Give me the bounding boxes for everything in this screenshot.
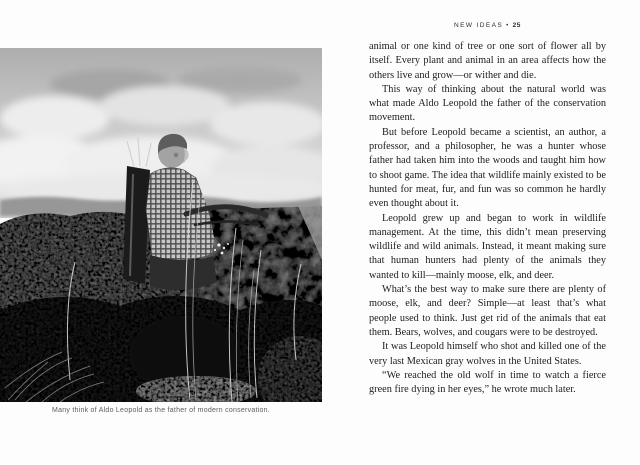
- separator-dot: •: [506, 22, 510, 29]
- section-title: NEW IDEAS: [453, 22, 504, 29]
- aldo-leopold-photo: [0, 48, 322, 402]
- photo-caption: Many think of Aldo Leopold as the father of modern conservation.: [52, 407, 270, 414]
- paragraph: It was Leopold himself who shot and killed one of the very last Mexican gray wolves in the United States.: [369, 341, 606, 367]
- paragraph: Leopold grew up and began to work in wildlife management. At the time, this didn’t mean preserving wildlife and wild animals. Instead, it meant making sure that human hunters had plenty of the animals they wanted to kill—mainly moose, elk, and deer.: [369, 212, 606, 281]
- paragraph: What’s the best way to make sure there are plenty of moose, elk, and deer? Simple—at least that’s what people used to think. Just get rid of the animals that eat them. Bears, wolves, and cougars were to be destroyed.: [369, 284, 606, 338]
- paragraph: But before Leopold became a scientist, an author, a professor, and a philosopher, he was a hunter whose father had taken him into the woods and taught him how to shoot game. The idea that wildlife mainly existed to be hunted for meat, fur, and fun was so common he hardly even thought about it.: [369, 126, 606, 210]
- running-head: [369, 22, 606, 29]
- body-text: [369, 40, 606, 397]
- page-number: 25: [512, 22, 522, 29]
- paragraph: “We reached the old wolf in time to watch a fierce green fire dying in her eyes,” he wrote much later.: [369, 369, 606, 396]
- paragraph: animal or one kind of tree or one sort of flower all by itself. Every plant and animal in an area affects how the others live and grow—or wither and die.: [369, 41, 606, 81]
- paragraph: This way of thinking about the natural world was what made Aldo Leopold the father of the conservation movement.: [369, 83, 606, 124]
